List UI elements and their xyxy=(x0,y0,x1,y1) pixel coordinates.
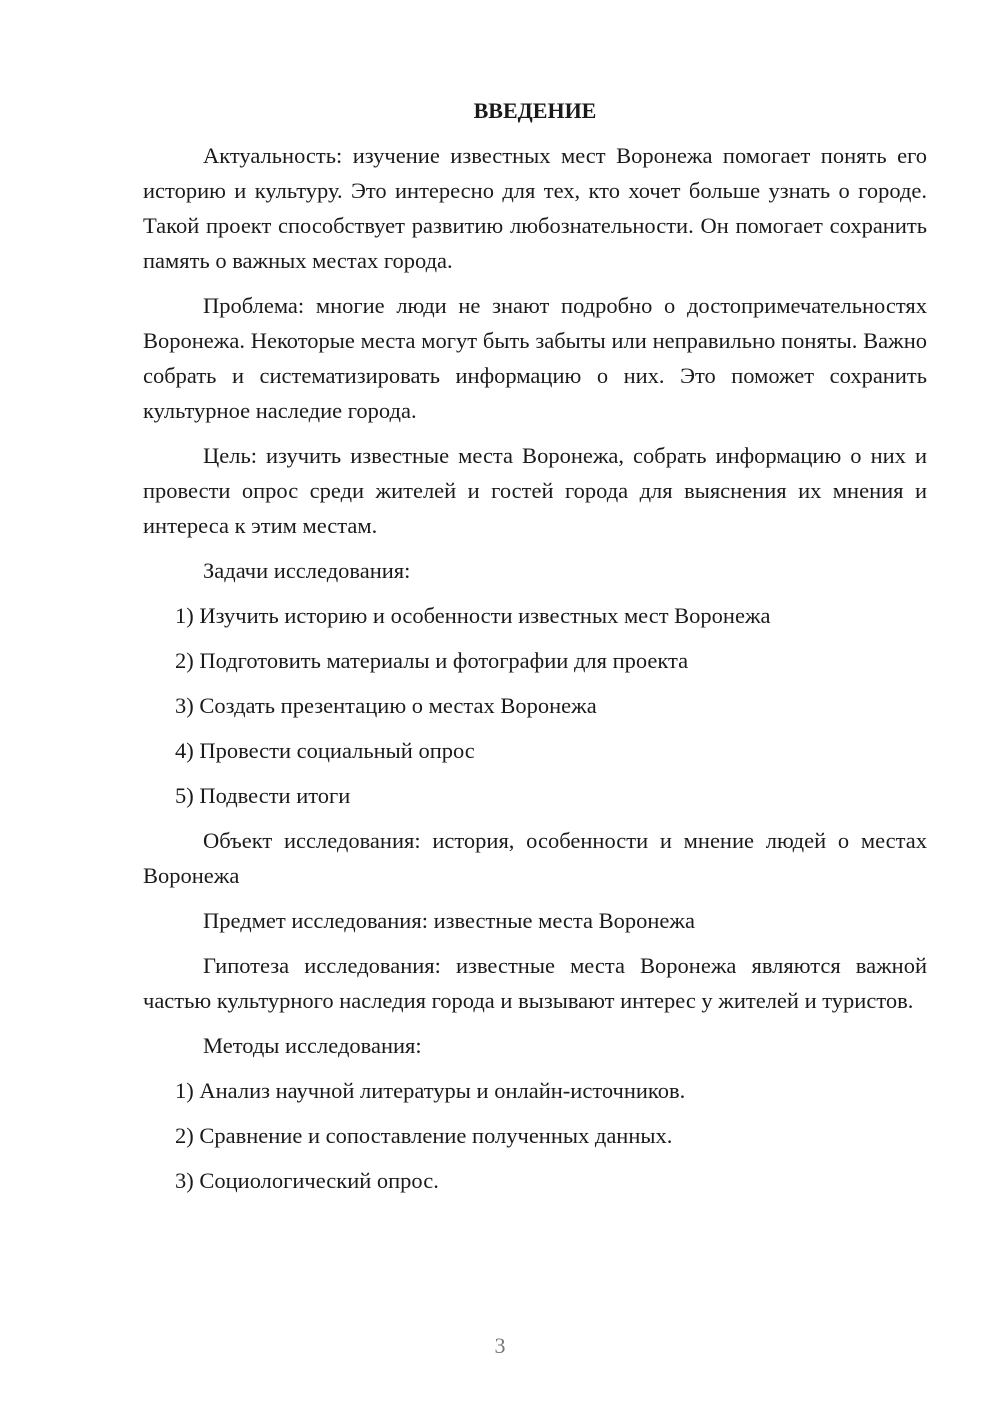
list-item: 5) Подвести итоги xyxy=(175,783,351,808)
list-item: 2) Сравнение и сопоставление полученных данных. xyxy=(175,1123,673,1148)
relevance-paragraph: Актуальность: изучение известных мест Воронежа помогает понять его историю и культуру. Это интересно для тех, кто хочет больше узнать о городе. Такой проект способствует развитию любознательности. Он помогает сохранить память о важных местах города. xyxy=(143,143,927,273)
tasks-list xyxy=(143,598,927,813)
list-item: 2) Подготовить материалы и фотографии для проекта xyxy=(175,648,689,673)
page-number: 3 xyxy=(494,1333,506,1358)
goal-paragraph: Цель: изучить известные места Воронежа, собрать информацию о них и провести опрос среди жителей и гостей города для выяснения их мнения и интереса к этим местам. xyxy=(143,443,927,538)
tasks-title: Задачи исследования: xyxy=(203,558,411,583)
hypothesis-paragraph: Гипотеза исследования: известные места Воронежа являются важной частью культурного наследия города и вызывают интерес у жителей и туристов. xyxy=(143,953,927,1013)
list-item: 3) Создать презентацию о местах Воронежа xyxy=(175,693,597,718)
list-item: 1) Анализ научной литературы и онлайн-источников. xyxy=(175,1078,686,1103)
list-item: 1) Изучить историю и особенности известных мест Воронежа xyxy=(175,603,771,628)
methods-title: Методы исследования: xyxy=(203,1033,422,1058)
methods-list xyxy=(143,1073,927,1198)
object-paragraph: Объект исследования: история, особенности и мнение людей о местах Воронежа xyxy=(143,828,927,888)
document-page xyxy=(143,96,927,1208)
problem-paragraph: Проблема: многие люди не знают подробно о достопримечательностях Воронежа. Некоторые места могут быть забыты или неправильно поняты. Важно собрать и систематизировать информацию о них. Это поможет сохранить культурное наследие города. xyxy=(143,293,927,423)
list-item: 4) Провести социальный опрос xyxy=(175,738,475,763)
page-heading: ВВЕДЕНИЕ xyxy=(473,98,597,123)
subject-paragraph: Предмет исследования: известные места Воронежа xyxy=(203,908,695,933)
list-item: 3) Социологический опрос. xyxy=(175,1168,439,1193)
